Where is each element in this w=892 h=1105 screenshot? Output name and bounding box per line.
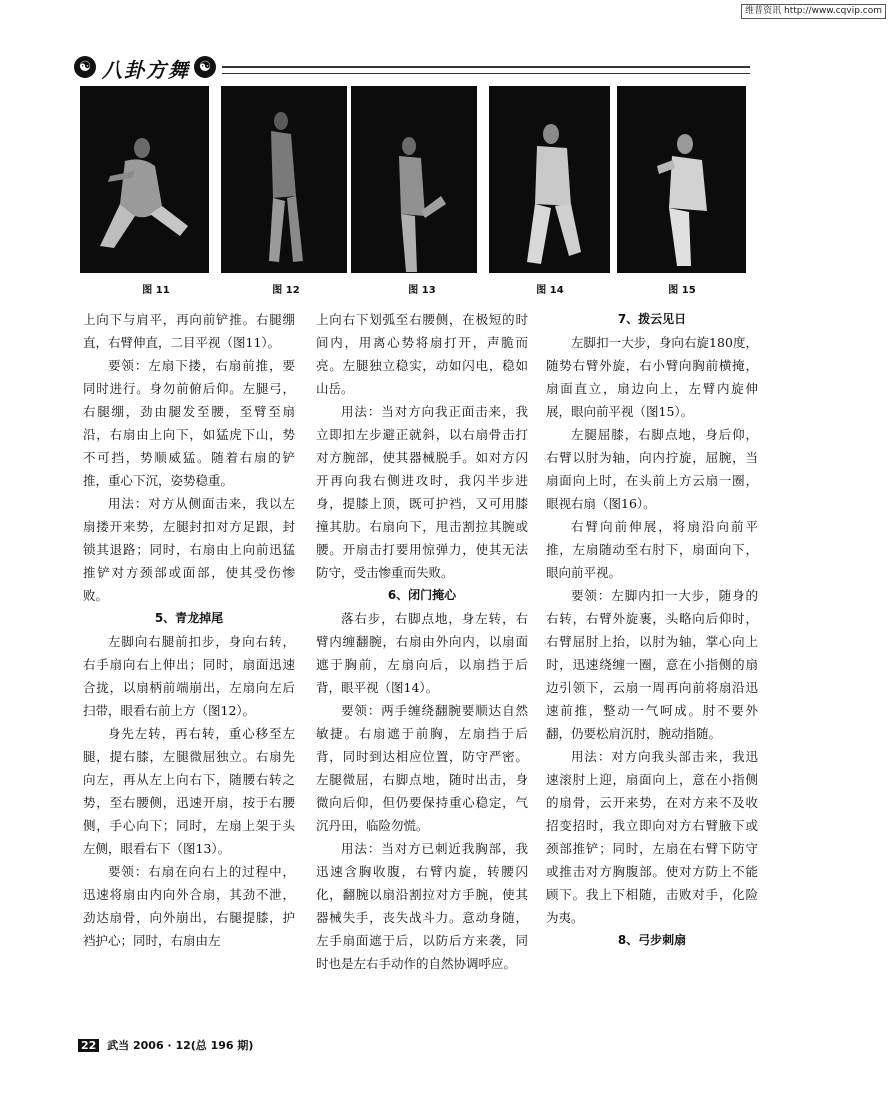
paragraph: 用法：对方从侧面击来，我以左扇搂开来势，左腿封扣对方足跟，封锁其退路；同时，右扇由上向前迅猛推铲对方颈部或面部，使其受伤惨败。 [83, 496, 295, 603]
text-column-1 [83, 308, 295, 952]
figure-caption: 图 11 [142, 285, 170, 296]
paragraph: 要领：左扇下搂，右扇前推，要同时进行。身勿前俯后仰。左腿弓，右腿绷，劲由腿发至腰，至臂至扇沿，右扇由上向下，如猛虎下山，势不可挡，势顺威猛。随着右扇的铲推，重心下沉，姿势稳重。 [83, 358, 295, 488]
paragraph: 落右步，右脚点地，身左转，右臂内缠翻腕，右扇由外向内，以扇面遮于胸前，左扇向后，以扇挡于后背，眼平视（图14）。 [316, 611, 528, 695]
paragraph: 用法：当对方向我正面击来，我立即扣左步避正就斜，以右扇骨击打对方腕部，使其器械脱手。如对方闪开再向我右侧进攻时，我闪半步进身，提膝上顶，既可护裆，又可用膝撞其肋。右扇向下，甩击割拉其腕或腰。开扇击打要用惊弹力，使其无法防守，受击惨重而失败。 [316, 404, 528, 580]
paragraph: 左脚扣一大步，身向右旋180度，随势右臂外旋，右小臂向胸前横掩，扇面直立，扇边向上，左臂内旋伸展，眼向前平视（图15）。 [546, 335, 758, 419]
paragraph: 上向下与肩平，再向前铲推。右腿绷直，右臂伸直，二目平视（图11）。 [83, 312, 295, 350]
section-header [74, 54, 750, 84]
figure-photo-11 [80, 86, 209, 273]
figure-caption: 图 14 [536, 285, 564, 296]
issue-info: 武当 2006 · 12(总 196 期) [107, 1039, 254, 1052]
paragraph: 要领：左脚内扣一大步，随身的右转，右臂外旋裹，头略向后仰时，右臂屈肘上抬，以肘为轴，掌心向上时，迅速绕缠一圈，意在小指侧的扇边引领下，云扇一周再向前将扇沿迅速前推，整动一气呵成。肘不要外翻，仍要松肩沉肘，腕动指随。 [546, 588, 758, 741]
section-heading: 8、弓步刺扇 [617, 933, 687, 947]
figure-photo-12 [221, 86, 347, 273]
martial-artist-figure [489, 86, 610, 273]
figure-photo-15 [617, 86, 746, 273]
figure-caption: 图 12 [272, 285, 300, 296]
martial-artist-figure [221, 86, 347, 273]
paragraph: 用法：当对方已刺近我胸部，我迅速含胸收腹，右臂内旋，转腰闪化，翻腕以扇沿割拉对方手腕，使其器械失手，丧失战斗力。意动身随，左手扇面遮于后，以防后方来袭，同时也是左右手动作的自然协调呼应。 [316, 841, 528, 971]
paragraph: 要领：右扇在向右上的过程中，迅速将扇由内向外合扇，其劲不泄，劲达扇骨，向外崩出，右腿提膝，护裆护心；同时，右扇由左 [83, 864, 295, 948]
paragraph: 上向右下划弧至右腰侧，在极短的时间内，用离心势将扇打开，声脆而亮。左腿独立稳实，动如闪电，稳如山岳。 [316, 312, 528, 396]
yin-yang-icon: ☯ [194, 56, 216, 78]
figure-caption: 图 13 [408, 285, 436, 296]
header-rule [222, 66, 750, 74]
page-footer [78, 1037, 253, 1053]
watermark: 维普资讯 http://www.cqvip.com [741, 4, 886, 19]
martial-artist-figure [617, 86, 746, 273]
yin-yang-icon: ☯ [74, 56, 96, 78]
paragraph: 左腿屈膝，右脚点地，身后仰，右臂以肘为轴，向内拧旋，屈腕，当扇面向上时，在头前上方云扇一圈，眼视右扇（图16）。 [546, 427, 758, 511]
paragraph: 左脚向右腿前扣步，身向右转，右手扇向右上伸出；同时，扇面迅速合拢，以扇柄前端崩出，左扇向左后扫带，眼看右前上方（图12）。 [83, 634, 295, 718]
section-heading: 6、闭门掩心 [387, 588, 457, 602]
section-heading: 7、拨云见日 [617, 312, 687, 326]
paragraph: 用法：对方向我头部击来，我迅速滚肘上迎，扇面向上，意在小指侧的扇骨，云开来势，在对方来不及收招变招时，我立即向对方右臂腋下或颈部推铲；同时，左扇在右臂下防守或推击对方胸腹部。使对方防上不能顾下。我上下相随，击败对手，化险为夷。 [546, 749, 758, 925]
page-number: 22 [78, 1039, 99, 1052]
section-logo-text: 八卦方舞 [102, 58, 190, 82]
paragraph: 右臂向前伸展，将扇沿向前平推，左扇随动至右肘下，扇面向下，眼向前平视。 [546, 519, 758, 580]
section-heading: 5、青龙掉尾 [154, 611, 224, 625]
figure-photo-14 [489, 86, 610, 273]
text-column-3 [546, 308, 758, 952]
figure-photo-13 [351, 86, 477, 273]
martial-artist-figure [351, 86, 477, 273]
paragraph: 身先左转，再右转，重心移至左腿，提右膝，左腿微屈独立。右扇先向左，再从左上向右下，随腰右转之势，至右腰侧，迅速开扇，按于右腰侧，手心向下；同时，左扇上架于头左侧，眼看右下（图13）。 [83, 726, 295, 856]
text-column-2 [316, 308, 528, 975]
figure-caption: 图 15 [668, 285, 696, 296]
paragraph: 要领：两手缠绕翻腕要顺达自然敏捷。右扇遮于前胸，左扇挡于后背，同时到达相应位置，防守严密。左腿微屈，右脚点地，随时出击，身微向后仰，但仍要保持重心稳定，气沉丹田，临险勿慌。 [316, 703, 528, 833]
martial-artist-figure [80, 86, 209, 273]
